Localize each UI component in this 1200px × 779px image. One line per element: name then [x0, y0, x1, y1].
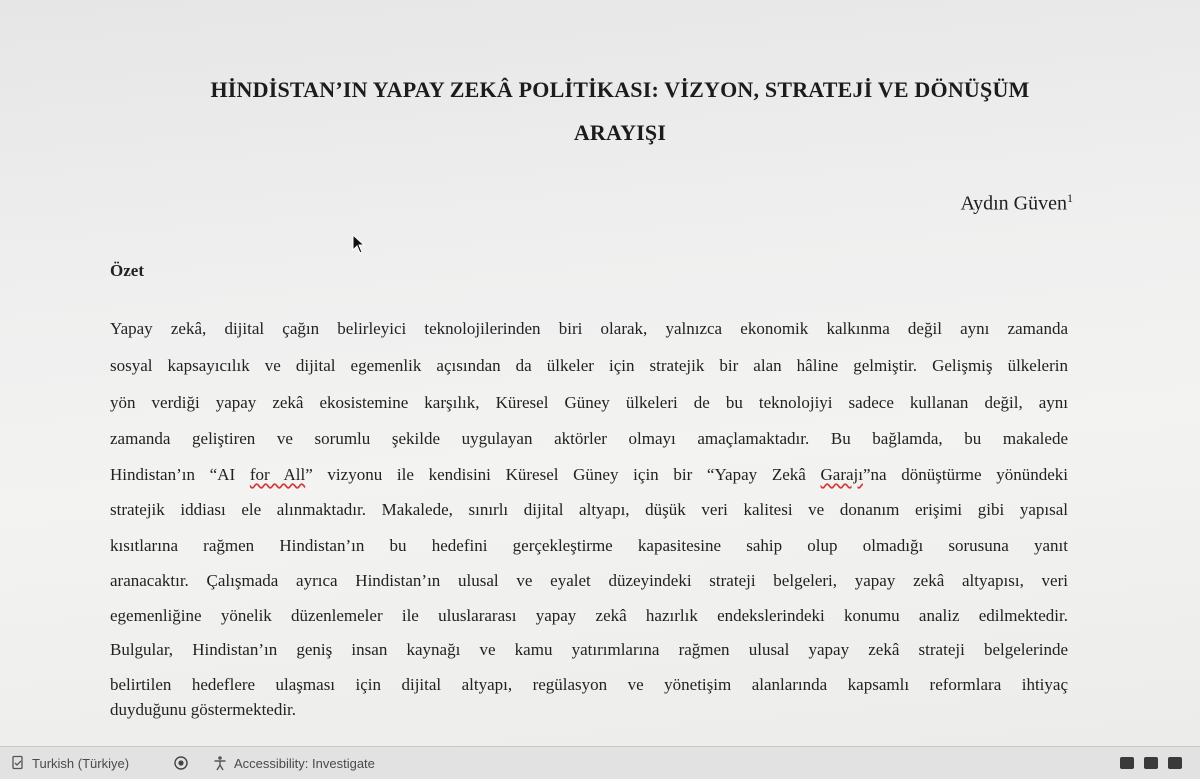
language-status[interactable]: [10, 755, 129, 771]
focus-button[interactable]: [173, 755, 189, 771]
view-focus-icon[interactable]: [1120, 757, 1134, 769]
abstract-line-with-spellcheck: Hindistan’ın “AI for All” vizyonu ile kendisini Küresel Güney için bir “Yapay Zekâ Garajı”na dönüştürme yönündeki: [110, 465, 1069, 484]
abstract-line: stratejik iddiası ele alınmaktadır. Makalede, sınırlı dijital altyapı, düşük veri kalitesi ve donanım erişimi gibi yapısal: [110, 500, 1068, 519]
document-title-line-1: HİNDİSTAN’IN YAPAY ZEKÂ POLİTİKASI: VİZYON, STRATEJİ VE DÖNÜŞÜM: [210, 77, 1030, 102]
document-title-line-2: ARAYIŞI: [573, 120, 667, 145]
abstract-line: kısıtlarına rağmen Hindistan’ın bu hedefini gerçekleştirme kapasitesine sahip olup olmadığı sorusuna yanıt: [110, 536, 1068, 555]
abstract-line: Yapay zekâ, dijital çağın belirleyici teknolojilerinden biri olarak, yalnızca ekonomik kalkınma değil aynı zamanda: [110, 319, 1068, 338]
focus-icon: [173, 755, 189, 771]
view-print-layout-icon[interactable]: [1144, 757, 1158, 769]
abstract-line: aranacaktır. Çalışmada ayrıca Hindistan’ın ulusal ve eyalet düzeyindeki strateji belgeleri, yapay zekâ altyapısı, veri: [110, 571, 1068, 590]
status-bar: [0, 746, 1200, 779]
accessibility-label: Accessibility: Investigate: [234, 755, 375, 771]
abstract-line: belirtilen hedeflere ulaşması için dijital altyapı, regülasyon ve yönetişim alanlarında kapsamlı reformlara ihtiyaç: [110, 675, 1068, 694]
accessibility-icon: [212, 755, 228, 771]
abstract-line-last: duyduğunu göstermektedir.: [110, 700, 297, 719]
author-name: [961, 191, 1073, 216]
language-label: Turkish (Türkiye): [32, 755, 130, 771]
abstract-line: yön verdiği yapay zekâ ekosistemine karşılık, Küresel Güney ülkeleri de bu teknolojiyi sadece kullanan değil, aynı: [110, 393, 1068, 412]
document-check-icon: [10, 755, 26, 771]
abstract-heading: Özet: [110, 261, 144, 280]
abstract-line: egemenliğine yönelik düzenlemeler ile uluslararası yapay zekâ hazırlık endekslerindeki konumu analiz edilmektedir.: [110, 606, 1068, 625]
mouse-pointer-icon: [352, 234, 366, 254]
abstract-line: Bulgular, Hindistan’ın geniş insan kaynağı ve kamu yatırımlarına rağmen ulusal yapay zekâ strateji belgelerinde: [110, 640, 1068, 659]
abstract-line: sosyal kapsayıcılık ve dijital egemenlik açısından da ülkeler için stratejik bir alan hâline gelmiştir. Gelişmiş ülkelerin: [110, 356, 1068, 375]
accessibility-status[interactable]: [212, 755, 375, 771]
author-footnote-marker[interactable]: 1: [1067, 191, 1073, 205]
view-buttons: [1032, 757, 1182, 771]
abstract-line: zamanda geliştiren ve sorumlu şekilde uygulayan aktörler olmayı amaçlamaktadır. Bu bağlamda, bu makalede: [110, 429, 1068, 448]
view-web-layout-icon[interactable]: [1168, 757, 1182, 769]
author-name-text: Aydın Güven: [960, 192, 1067, 215]
